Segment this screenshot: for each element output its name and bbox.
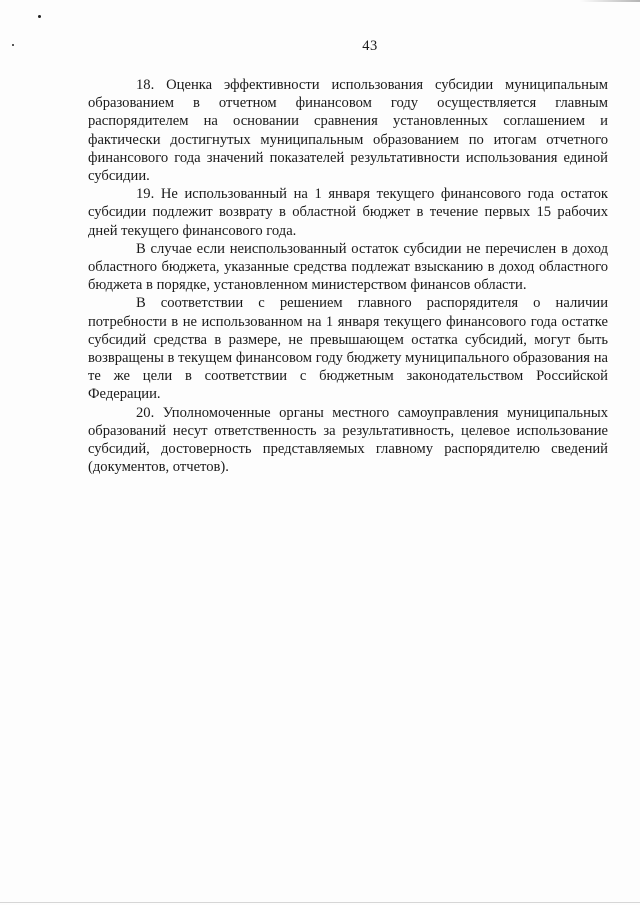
paragraph-20: 20. Уполномоченные органы местного самоуправления муниципальных образований несут ответственность за результативность, целевое использование субсидий, достоверность представляемых главному распорядителю сведений (документов, отчетов). bbox=[88, 404, 608, 476]
scan-edge-mark bbox=[580, 0, 640, 2]
scan-artifact-dot bbox=[38, 15, 41, 18]
paragraph-18: 18. Оценка эффективности использования субсидии муниципальным образованием в отчетном финансовом году осуществляется главным распорядителем на основании сравнения установленных соглашением и фактически достигнутых муниципальным образованием по итогам отчетного финансового года значений показателей результативности использования единой субсидии. bbox=[88, 77, 608, 185]
paragraph-19: 19. Не использованный на 1 января текущего финансового года остаток субсидии подлежит возврату в областной бюджет в течение первых 15 рабочих дней текущего финансового года. bbox=[88, 186, 608, 239]
paragraph-return-decision: В соответствии с решением главного распорядителя о наличии потребности в не использованном на 1 января текущего финансового года остатке субсидий средства в размере, не превышающем остатка субсидий, могут быть возвращены в текущем финансовом году бюджету муниципального образования на те же цели в соответствии с бюджетным законодательством Российской Федерации. bbox=[88, 295, 608, 403]
scan-bottom-edge bbox=[0, 902, 640, 903]
page-number: 43 bbox=[362, 38, 378, 54]
paragraph-unused-balance: В случае если неиспользованный остаток субсидии не перечислен в доход областного бюджета, указанные средства подлежат взысканию в доход областного бюджета в порядке, установленном министерством финансов области. bbox=[88, 240, 608, 294]
document-text bbox=[88, 76, 608, 476]
